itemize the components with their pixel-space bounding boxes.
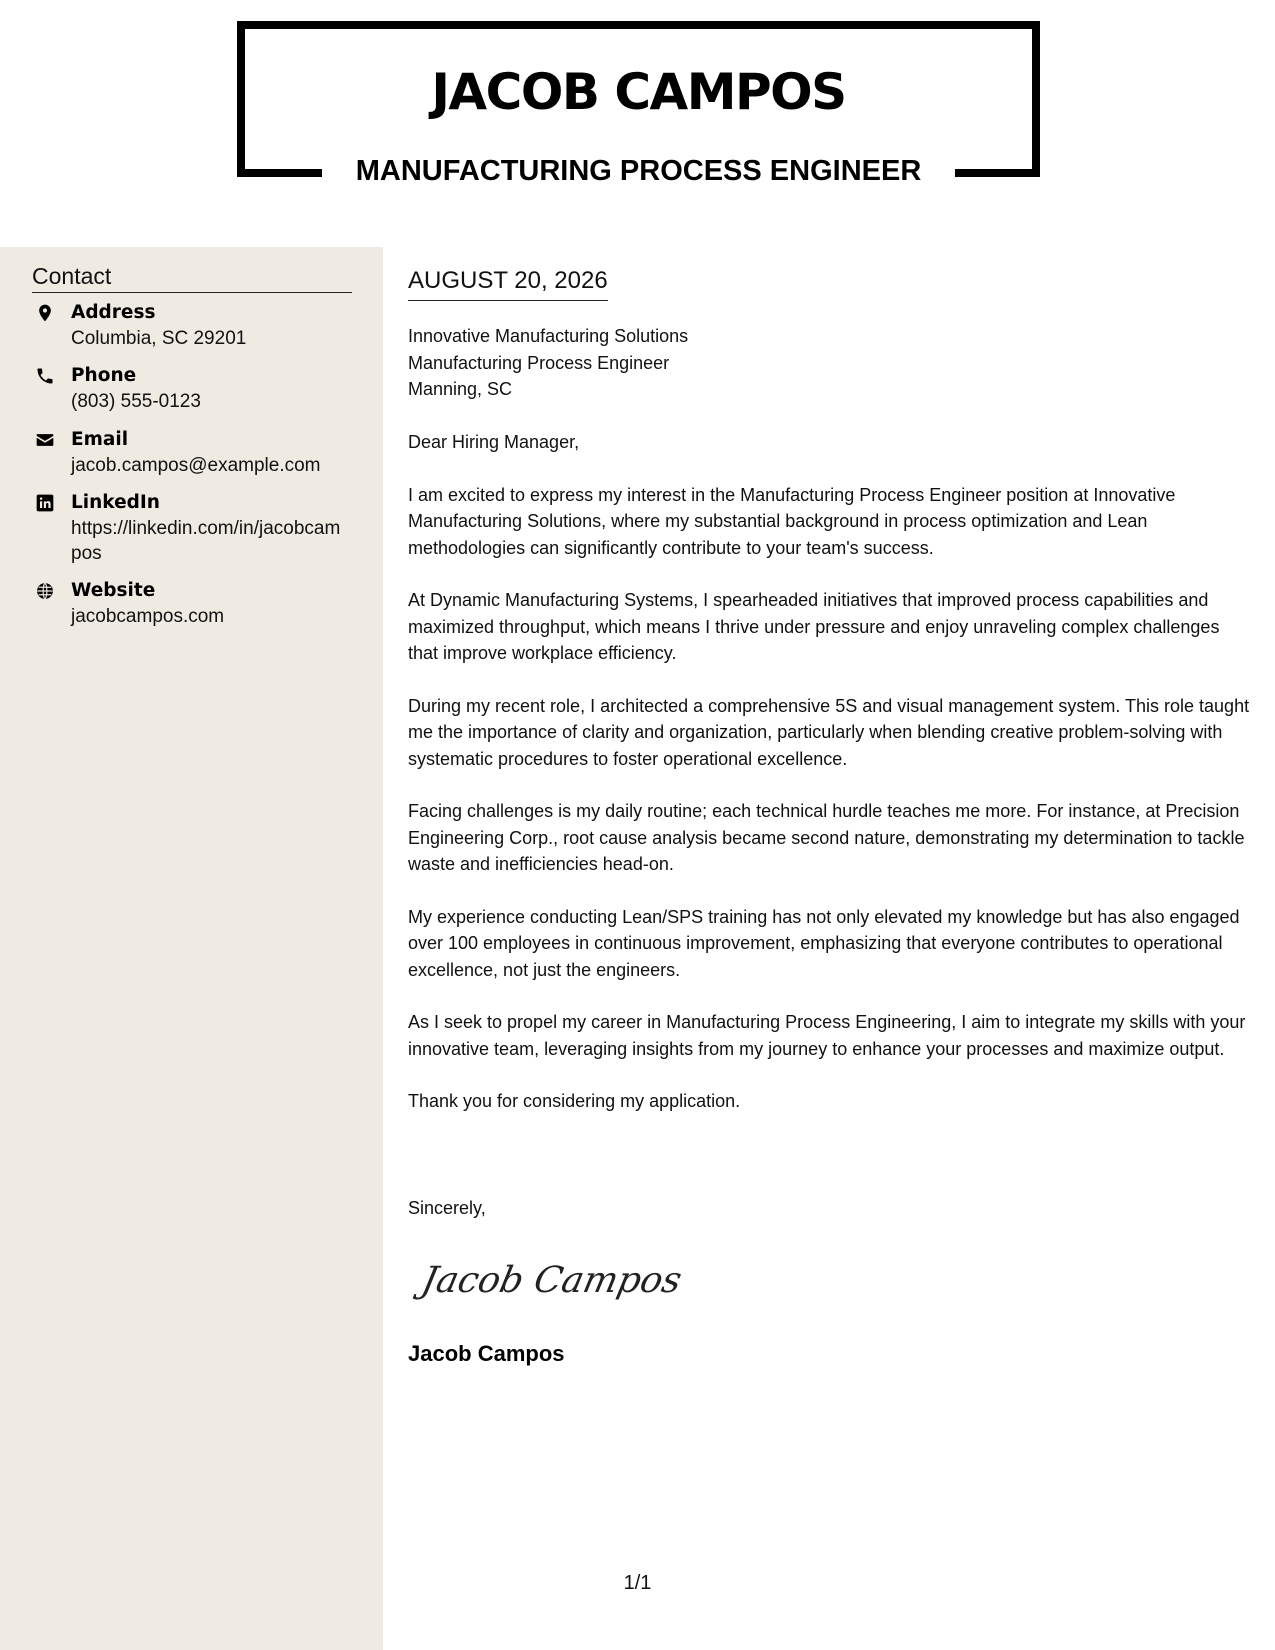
globe-icon <box>35 581 55 601</box>
salutation: Dear Hiring Manager, <box>408 432 580 452</box>
contact-value: (803) 555-0123 <box>71 391 201 412</box>
recipient-company: Innovative Manufacturing Solutions <box>408 326 689 346</box>
handwritten-signature <box>418 1250 686 1310</box>
frame-top-border <box>237 21 1040 29</box>
contact-value: jacobcampos.com <box>71 606 225 627</box>
map-pin-icon <box>35 303 55 323</box>
letter-date: AUGUST 20, 2026 <box>408 266 608 301</box>
job-title: MANUFACTURING PROCESS ENGINEER <box>355 155 922 187</box>
contact-value: https://linkedin.com/in/jacobcampos <box>71 518 341 564</box>
body-paragraph: I am excited to express my interest in the Manufacturing Process Engineer position at Innovative Manufacturing Solutions, where my substantial background in process optimization and Lean methodologies can significantly contribute to your team's success. <box>408 484 1176 558</box>
letter-body <box>408 429 1253 1141</box>
contact-heading: Contact <box>32 262 352 293</box>
linkedin-icon <box>35 493 55 513</box>
contact-label: Email <box>71 429 129 450</box>
contact-value: jacob.campos@example.com <box>71 455 321 476</box>
signature-text: Jacob Campos <box>418 1258 686 1301</box>
recipient-position: Manufacturing Process Engineer <box>408 352 670 373</box>
body-paragraph: During my recent role, I architected a comprehensive 5S and visual management system. This role taught me the importance of clarity and organization, particularly when blending creative problem-solving with systematic procedures to foster operational excellence. <box>408 695 1250 769</box>
contact-label: LinkedIn <box>71 492 160 513</box>
closing: Sincerely, <box>408 1198 486 1218</box>
contact-label: Phone <box>71 365 137 386</box>
recipient-location: Manning, SC <box>408 379 513 399</box>
envelope-icon <box>35 430 55 450</box>
body-paragraph: At Dynamic Manufacturing Systems, I spearheaded initiatives that improved process capabilities and maximized throughput, which means I thrive under pressure and enjoy unraveling complex challenges that improve workplace efficiency. <box>408 590 1220 663</box>
body-paragraph: Thank you for considering my application. <box>408 1091 741 1111</box>
signer-name: Jacob Campos <box>408 1341 565 1366</box>
contact-label: Website <box>71 580 156 601</box>
body-paragraph: Facing challenges is my daily routine; each technical hurdle teaches me more. For instance, at Precision Engineering Corp., root cause analysis became second nature, demonstrating my determination to tackle waste and inefficiencies head-on. <box>408 801 1245 874</box>
body-paragraph: My experience conducting Lean/SPS training has not only elevated my knowledge but has also engaged over 100 employees in continuous improvement, emphasizing that everyone contributes to operational excellence, not just the engineers. <box>408 906 1240 980</box>
recipient-block <box>408 323 1248 403</box>
contact-label: Address <box>71 302 156 323</box>
phone-icon <box>35 366 55 386</box>
body-paragraph: As I seek to propel my career in Manufacturing Process Engineering, I aim to integrate my skills with your innovative team, leveraging insights from my journey to enhance your processes and maximize output. <box>408 1012 1246 1059</box>
contact-value: Columbia, SC 29201 <box>71 328 247 349</box>
page-number: 1/1 <box>623 1572 652 1594</box>
applicant-name: JACOB CAMPOS <box>431 63 846 121</box>
